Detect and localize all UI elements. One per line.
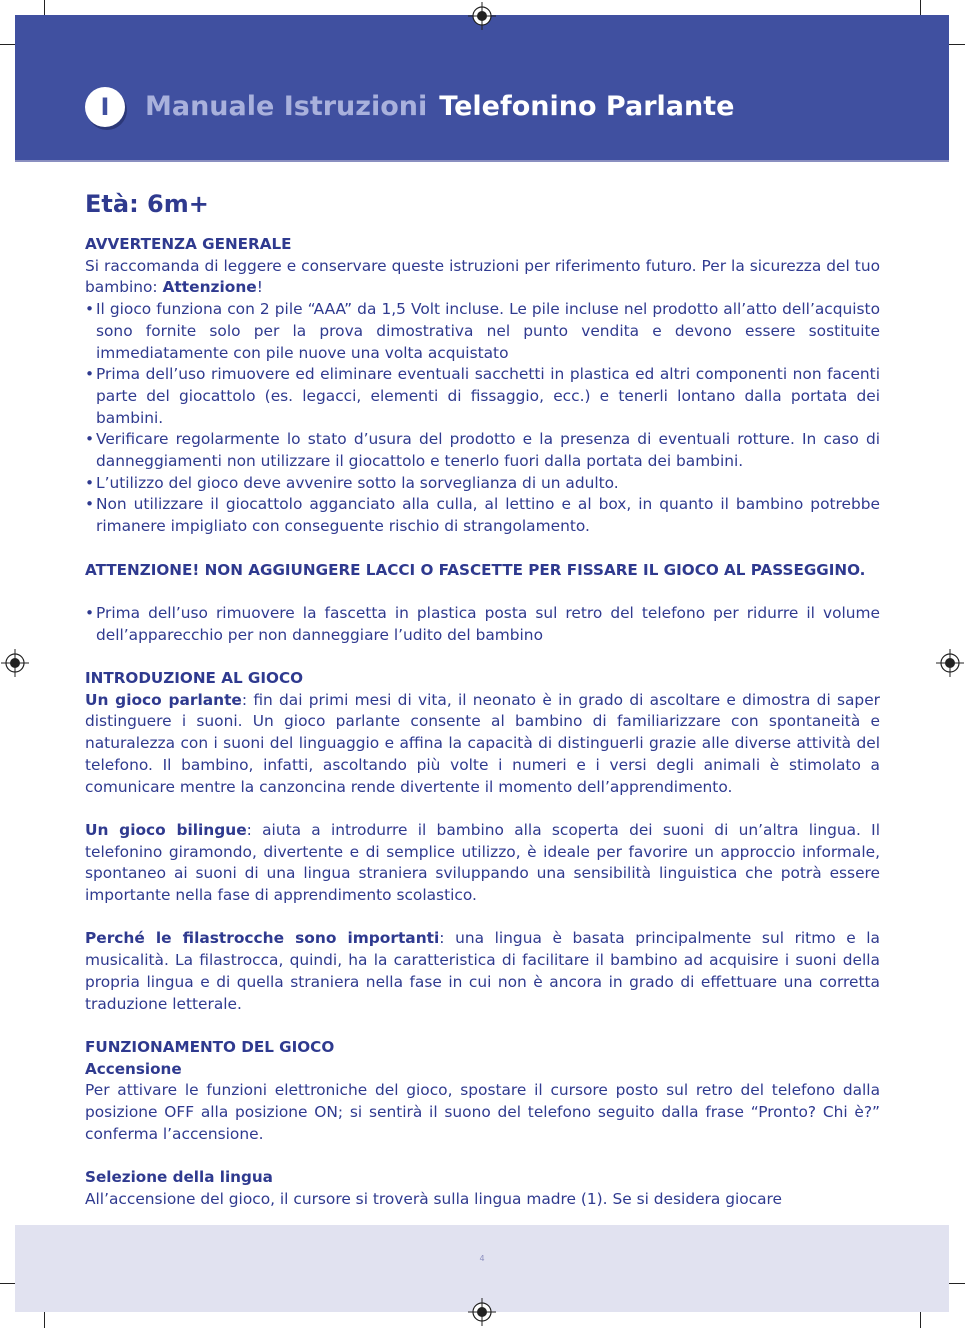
paragraph-power: Per attivare le funzioni elettroniche del gioco, spostare il cursore posto sul retro del telefono dalla posizione OFF alla posizione ON; si sentirà il suono del telefono seguito dalla frase “Pronto? Chi è?” conferma l’accensione. <box>85 1081 880 1143</box>
list-item: • Prima dell’uso rimuovere la fascetta in plastica posta sul retro del telefono per ridurre il volume dell’apparecchio per non danneggiare l’udito del bambino <box>85 603 880 644</box>
list-item: • Il gioco funziona con 2 pile “AAA” da 1,5 Volt incluse. Le pile incluse nel prodotto all’atto dell’acquisto sono fornite solo per la prova dimostrativa nel punto vendita e devono essere sostituite immediatamente con pile nuove una volta acquistato <box>85 300 880 362</box>
section-heading-operation: FUNZIONAMENTO DEL GIOCO <box>85 1037 335 1056</box>
list-item: • Prima dell’uso rimuovere ed eliminare eventuali sacchetti in plastica ed altri componenti non facenti parte del giocattolo (es. legacci, elementi di fissaggio, ecc.) e tenerli lontano dalla portata dei bambini. <box>85 365 880 427</box>
paragraph-bilingual-game: Un gioco bilingue: aiuta a introdurre il bambino alla scoperta dei suoni di un’altra lingua. Il telefonino giramondo, divertente e di semplice utilizzo, è ideale per favorire un approccio informale, spontaneo ai suoni di una lingua straniera sviluppando una sensibilità linguistica che potrà essere importante nella fase di apprendimento scolastico. <box>85 820 880 905</box>
paragraph-rhymes: Perché le filastrocche sono importanti: una lingua è basata principalmente sul ritmo e la musicalità. La filastrocca, quindi, ha la caratteristica di facilitare il bambino ad acquisire i suoni della propria lingua e di quella straniera nella fase in cui non è ancora in grado di effettuare una corretta traduzione letterale. <box>85 929 880 1013</box>
registration-mark-icon <box>468 2 496 30</box>
age-heading: Età: 6m+ <box>85 190 209 218</box>
registration-mark-icon <box>1 649 29 677</box>
paragraph-language: All’accensione del gioco, il cursore si troverà sulla lingua madre (1). Se si desidera giocare <box>85 1189 783 1208</box>
page-title <box>145 91 734 122</box>
section-heading-intro: INTRODUZIONE AL GIOCO <box>85 669 304 688</box>
list-item: • Verificare regolarmente lo stato d’usura del prodotto e la presenza di eventuali rotture. In caso di danneggiamenti non utilizzare il giocattolo e tenerlo fuori dalla portata dei bambini. <box>85 430 880 471</box>
manual-title: Manuale Istruzioni <box>145 91 428 122</box>
paragraph-talking-game: Un gioco parlante: fin dai primi mesi di vita, il neonato è in grado di ascoltare e dimostra di saper distinguere i suoni. Un gioco parlante consente al bambino di familiarizzare con spontaneità e naturalezza con i suoni del linguaggio e affina la capacità di distinguerli grazie alle diverse attività del telefono. Il bambino, infatti, ascoltando più volte i numeri e i versi degli animali è stimolato a comunicare mentre la canzoncina rende divertente il momento dell’apprendimento. <box>85 690 880 796</box>
warnings-intro: Si raccomanda di leggere e conservare queste istruzioni per riferimento futuro. Per la sicurezza del tuo bambino: Attenzione! <box>85 256 880 297</box>
registration-mark-icon <box>468 1298 496 1326</box>
subheading-power: Accensione <box>85 1059 182 1078</box>
attention-notice: ATTENZIONE! NON AGGIUNGERE LACCI O FASCETTE PER FISSARE IL GIOCO AL PASSEGGINO. <box>85 560 866 579</box>
subheading-language: Selezione della lingua <box>85 1168 273 1187</box>
list-item: • Non utilizzare il giocattolo agganciato alla culla, al lettino e al box, in quanto il bambino potrebbe rimanere impigliato con conseguente rischio di strangolamento. <box>85 495 880 536</box>
language-badge: I <box>85 87 125 127</box>
header-banner <box>15 15 949 162</box>
manual-content <box>85 188 880 1211</box>
page-number: 4 <box>479 1254 485 1263</box>
registration-mark-icon <box>936 649 964 677</box>
section-heading-warnings: AVVERTENZA GENERALE <box>85 235 292 253</box>
list-item: • L’utilizzo del gioco deve avvenire sotto la sorveglianza di un adulto. <box>85 473 619 492</box>
product-title: Telefonino Parlante <box>439 91 735 122</box>
